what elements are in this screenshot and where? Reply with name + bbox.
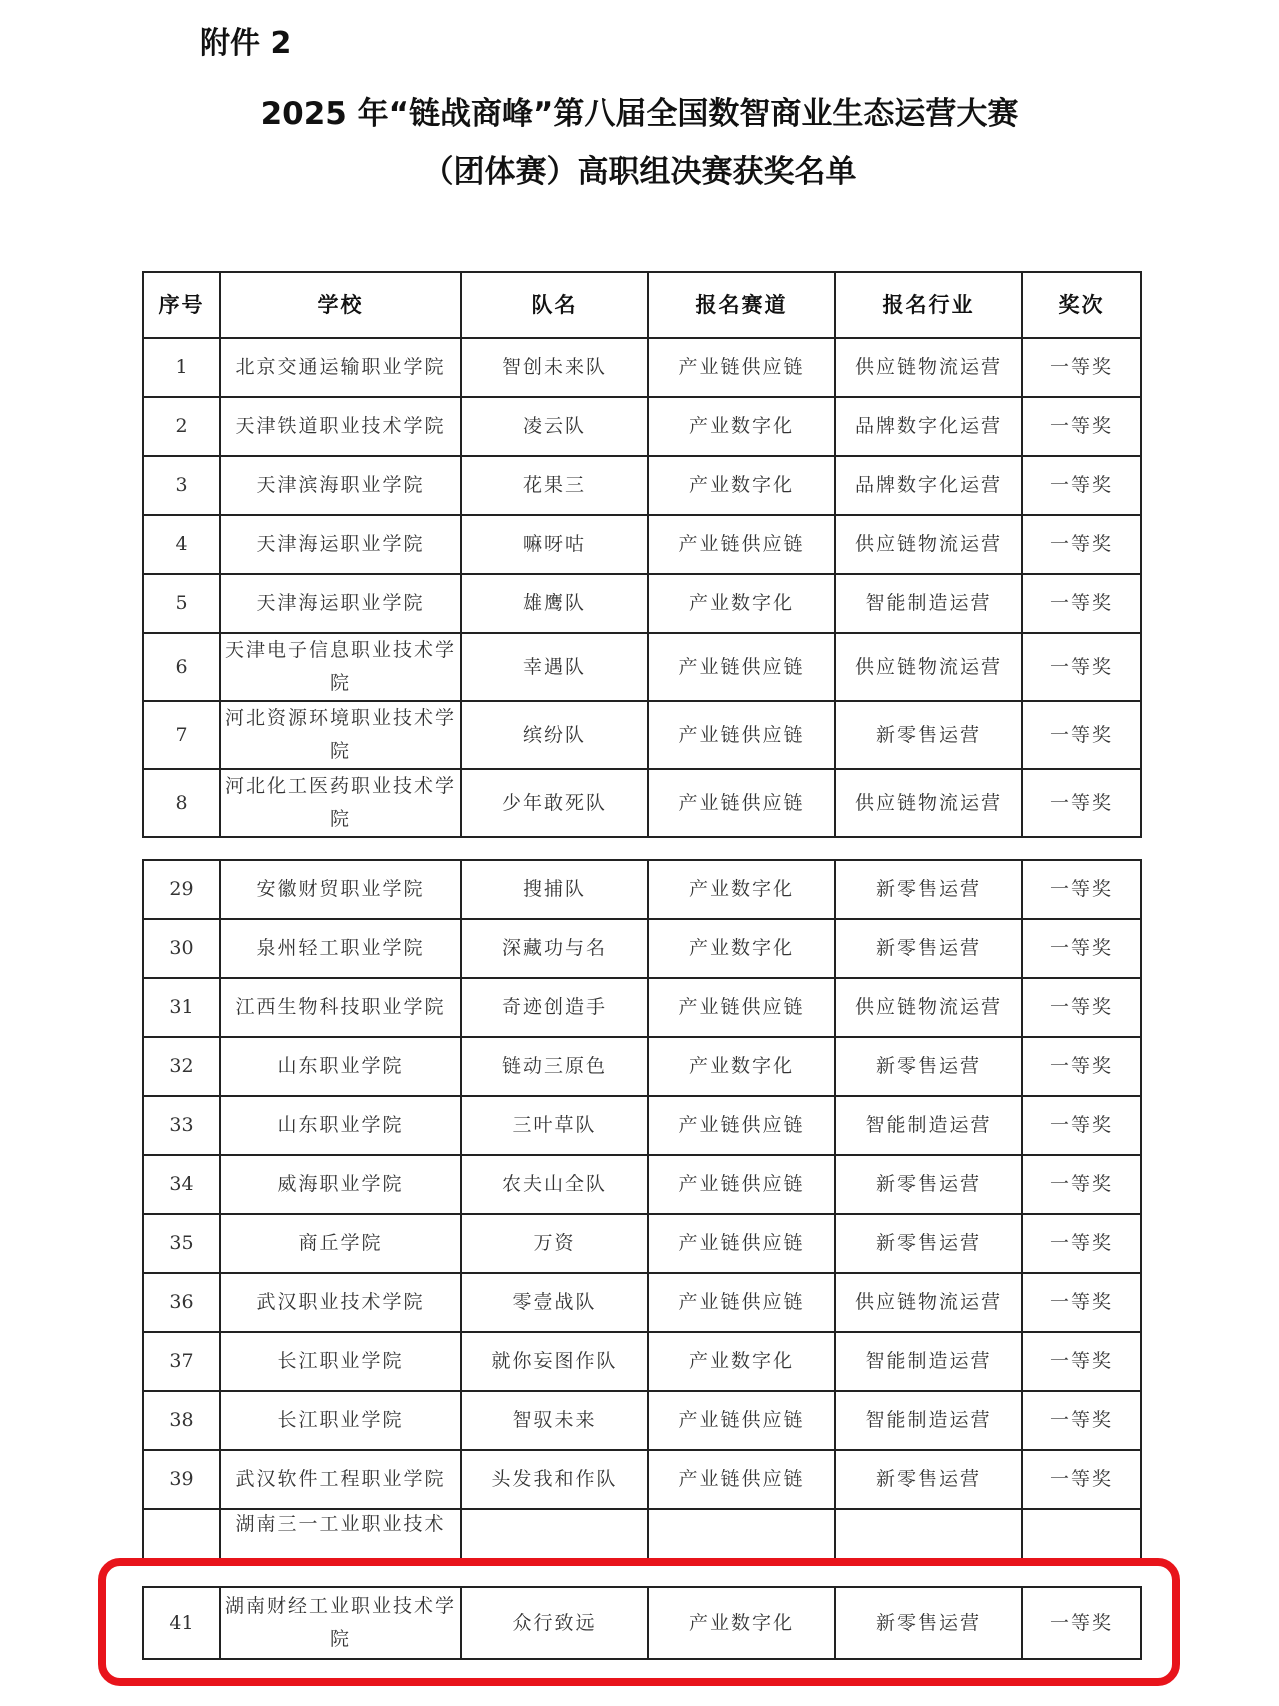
cell-school: 天津电子信息职业技术学院: [220, 633, 461, 701]
header-school: 学校: [220, 272, 461, 338]
cell-index: 5: [143, 574, 220, 633]
cell-award: 一等奖: [1022, 574, 1141, 633]
cell-award: 一等奖: [1022, 1587, 1141, 1659]
cell-track: 产业链供应链: [648, 633, 835, 701]
cell-school: 武汉职业技术学院: [220, 1273, 461, 1332]
cell-track: 产业数字化: [648, 397, 835, 456]
cell-school: 天津海运职业学院: [220, 515, 461, 574]
cell-award: [1022, 1509, 1141, 1561]
cell-index: 41: [143, 1587, 220, 1659]
table-row: [143, 633, 1141, 701]
cell-track: 产业链供应链: [648, 769, 835, 837]
cell-award: 一等奖: [1022, 978, 1141, 1037]
cell-team: 农夫山全队: [461, 1155, 648, 1214]
cell-industry: 品牌数字化运营: [835, 397, 1022, 456]
cell-track: 产业链供应链: [648, 1273, 835, 1332]
cell-index: 33: [143, 1096, 220, 1155]
cell-industry: 智能制造运营: [835, 1391, 1022, 1450]
cell-school: 山东职业学院: [220, 1037, 461, 1096]
cell-school: 威海职业学院: [220, 1155, 461, 1214]
cell-school: 河北化工医药职业技术学院: [220, 769, 461, 837]
attachment-label: 附件 2: [200, 26, 292, 61]
cell-track: 产业链供应链: [648, 1155, 835, 1214]
table-row: [143, 1391, 1141, 1450]
cell-industry: 供应链物流运营: [835, 633, 1022, 701]
cell-team: [461, 1509, 648, 1561]
cell-index: 31: [143, 978, 220, 1037]
table-row: [143, 1155, 1141, 1214]
cell-track: 产业链供应链: [648, 1450, 835, 1509]
table-row: [143, 1037, 1141, 1096]
cell-team: 雄鹰队: [461, 574, 648, 633]
cell-team: 搜捕队: [461, 860, 648, 919]
cell-award: 一等奖: [1022, 1332, 1141, 1391]
cell-team: 花果三: [461, 456, 648, 515]
cell-track: 产业链供应链: [648, 701, 835, 769]
cell-award: 一等奖: [1022, 1273, 1141, 1332]
awards-table-part1: [142, 271, 1142, 838]
cell-index: 30: [143, 919, 220, 978]
cell-index: 2: [143, 397, 220, 456]
cell-track: 产业数字化: [648, 1037, 835, 1096]
cell-index: 32: [143, 1037, 220, 1096]
cell-award: 一等奖: [1022, 456, 1141, 515]
cell-award: 一等奖: [1022, 769, 1141, 837]
cell-team: 缤纷队: [461, 701, 648, 769]
cell-industry: 新零售运营: [835, 1450, 1022, 1509]
cell-team: 就你妄图作队: [461, 1332, 648, 1391]
cell-track: 产业链供应链: [648, 338, 835, 397]
cell-index: [143, 1509, 220, 1561]
cell-index: 7: [143, 701, 220, 769]
cell-track: 产业链供应链: [648, 1096, 835, 1155]
cell-award: 一等奖: [1022, 1096, 1141, 1155]
cell-award: 一等奖: [1022, 1155, 1141, 1214]
cell-team: 凌云队: [461, 397, 648, 456]
cell-track: 产业数字化: [648, 1332, 835, 1391]
table-row: [143, 574, 1141, 633]
cell-track: 产业链供应链: [648, 1391, 835, 1450]
cell-school: [220, 1509, 461, 1561]
cell-team: 智驭未来: [461, 1391, 648, 1450]
cell-index: 36: [143, 1273, 220, 1332]
cell-school: 江西生物科技职业学院: [220, 978, 461, 1037]
cell-industry: 新零售运营: [835, 1587, 1022, 1659]
cell-award: 一等奖: [1022, 1037, 1141, 1096]
cell-industry: 新零售运营: [835, 701, 1022, 769]
cell-track: 产业链供应链: [648, 978, 835, 1037]
cell-school: 长江职业学院: [220, 1332, 461, 1391]
cell-school: 武汉软件工程职业学院: [220, 1450, 461, 1509]
cell-school: 商丘学院: [220, 1214, 461, 1273]
cell-index: 39: [143, 1450, 220, 1509]
cell-track: 产业数字化: [648, 574, 835, 633]
cell-award: 一等奖: [1022, 919, 1141, 978]
table-row: [143, 1450, 1141, 1509]
document-title-line1: 2025 年“链战商峰”第八届全国数智商业生态运营大赛: [260, 96, 1019, 132]
cell-team: 零壹战队: [461, 1273, 648, 1332]
cell-award: 一等奖: [1022, 397, 1141, 456]
awards-table-part2: [142, 859, 1142, 1562]
table-row: [143, 1214, 1141, 1273]
cell-index: 35: [143, 1214, 220, 1273]
table-row: [143, 515, 1141, 574]
table-row: [143, 978, 1141, 1037]
table-row: [143, 1273, 1141, 1332]
cell-industry: 智能制造运营: [835, 574, 1022, 633]
table-row: [143, 701, 1141, 769]
cell-industry: 智能制造运营: [835, 1332, 1022, 1391]
cell-school: 湖南财经工业职业技术学院: [220, 1587, 461, 1659]
table-row: [143, 397, 1141, 456]
cell-school: 北京交通运输职业学院: [220, 338, 461, 397]
cell-industry: 新零售运营: [835, 1214, 1022, 1273]
cell-index: 6: [143, 633, 220, 701]
cell-school: 安徽财贸职业学院: [220, 860, 461, 919]
cell-index: 3: [143, 456, 220, 515]
cell-award: 一等奖: [1022, 1391, 1141, 1450]
cell-award: 一等奖: [1022, 515, 1141, 574]
cell-index: 29: [143, 860, 220, 919]
cell-award: 一等奖: [1022, 1450, 1141, 1509]
cell-index: 1: [143, 338, 220, 397]
cell-team: 嘛呀咕: [461, 515, 648, 574]
table-gap: [142, 850, 1140, 859]
table-row: [143, 456, 1141, 515]
cell-track: 产业链供应链: [648, 1214, 835, 1273]
cell-industry: 新零售运营: [835, 1155, 1022, 1214]
table-row: [143, 1332, 1141, 1391]
cell-index: 34: [143, 1155, 220, 1214]
cell-school: 天津滨海职业学院: [220, 456, 461, 515]
header-index: 序号: [143, 272, 220, 338]
cell-team: 万资: [461, 1214, 648, 1273]
header-track: 报名赛道: [648, 272, 835, 338]
cell-team: 链动三原色: [461, 1037, 648, 1096]
cell-school: 山东职业学院: [220, 1096, 461, 1155]
table-row: [143, 769, 1141, 837]
cell-index: 4: [143, 515, 220, 574]
cell-team: 头发我和作队: [461, 1450, 648, 1509]
table-row-partial: [143, 1509, 1141, 1561]
cell-track: [648, 1509, 835, 1561]
cell-team: 众行致远: [461, 1587, 648, 1659]
cell-index: 8: [143, 769, 220, 837]
table-row: [143, 338, 1141, 397]
cell-school: 天津海运职业学院: [220, 574, 461, 633]
cell-track: 产业数字化: [648, 860, 835, 919]
cell-industry: 智能制造运营: [835, 1096, 1022, 1155]
header-team: 队名: [461, 272, 648, 338]
cell-index: 37: [143, 1332, 220, 1391]
cell-industry: 供应链物流运营: [835, 769, 1022, 837]
header-award: 奖次: [1022, 272, 1141, 338]
cell-team: 智创未来队: [461, 338, 648, 397]
cell-industry: [835, 1509, 1022, 1561]
cell-school: 河北资源环境职业技术学院: [220, 701, 461, 769]
highlight-box: [98, 1558, 1180, 1686]
cell-team: 三叶草队: [461, 1096, 648, 1155]
cell-industry: 供应链物流运营: [835, 338, 1022, 397]
cell-team: 奇迹创造手: [461, 978, 648, 1037]
cell-industry: 供应链物流运营: [835, 1273, 1022, 1332]
cell-industry: 供应链物流运营: [835, 978, 1022, 1037]
cell-industry: 新零售运营: [835, 919, 1022, 978]
table-row: [143, 919, 1141, 978]
cell-school: 天津铁道职业技术学院: [220, 397, 461, 456]
cell-award: 一等奖: [1022, 860, 1141, 919]
cell-school: 泉州轻工职业学院: [220, 919, 461, 978]
cell-team: 深藏功与名: [461, 919, 648, 978]
cell-track: 产业链供应链: [648, 515, 835, 574]
cell-index: 38: [143, 1391, 220, 1450]
cell-award: 一等奖: [1022, 338, 1141, 397]
cell-track: 产业数字化: [648, 456, 835, 515]
header-industry: 报名行业: [835, 272, 1022, 338]
cell-award: 一等奖: [1022, 701, 1141, 769]
cell-track: 产业数字化: [648, 919, 835, 978]
cell-team: 幸遇队: [461, 633, 648, 701]
document-title-line2: （团体赛）高职组决赛获奖名单: [422, 154, 857, 190]
cell-industry: 供应链物流运营: [835, 515, 1022, 574]
cell-industry: 新零售运营: [835, 860, 1022, 919]
cell-award: 一等奖: [1022, 1214, 1141, 1273]
cell-industry: 品牌数字化运营: [835, 456, 1022, 515]
table-row: [143, 1096, 1141, 1155]
table-row: [143, 860, 1141, 919]
partial-school-name: 湖南三一工业职业技术: [235, 1513, 446, 1535]
table-header-row: [143, 272, 1141, 338]
cell-track: 产业数字化: [648, 1587, 835, 1659]
cell-school: 长江职业学院: [220, 1391, 461, 1450]
cell-industry: 新零售运营: [835, 1037, 1022, 1096]
cell-award: 一等奖: [1022, 633, 1141, 701]
cell-team: 少年敢死队: [461, 769, 648, 837]
